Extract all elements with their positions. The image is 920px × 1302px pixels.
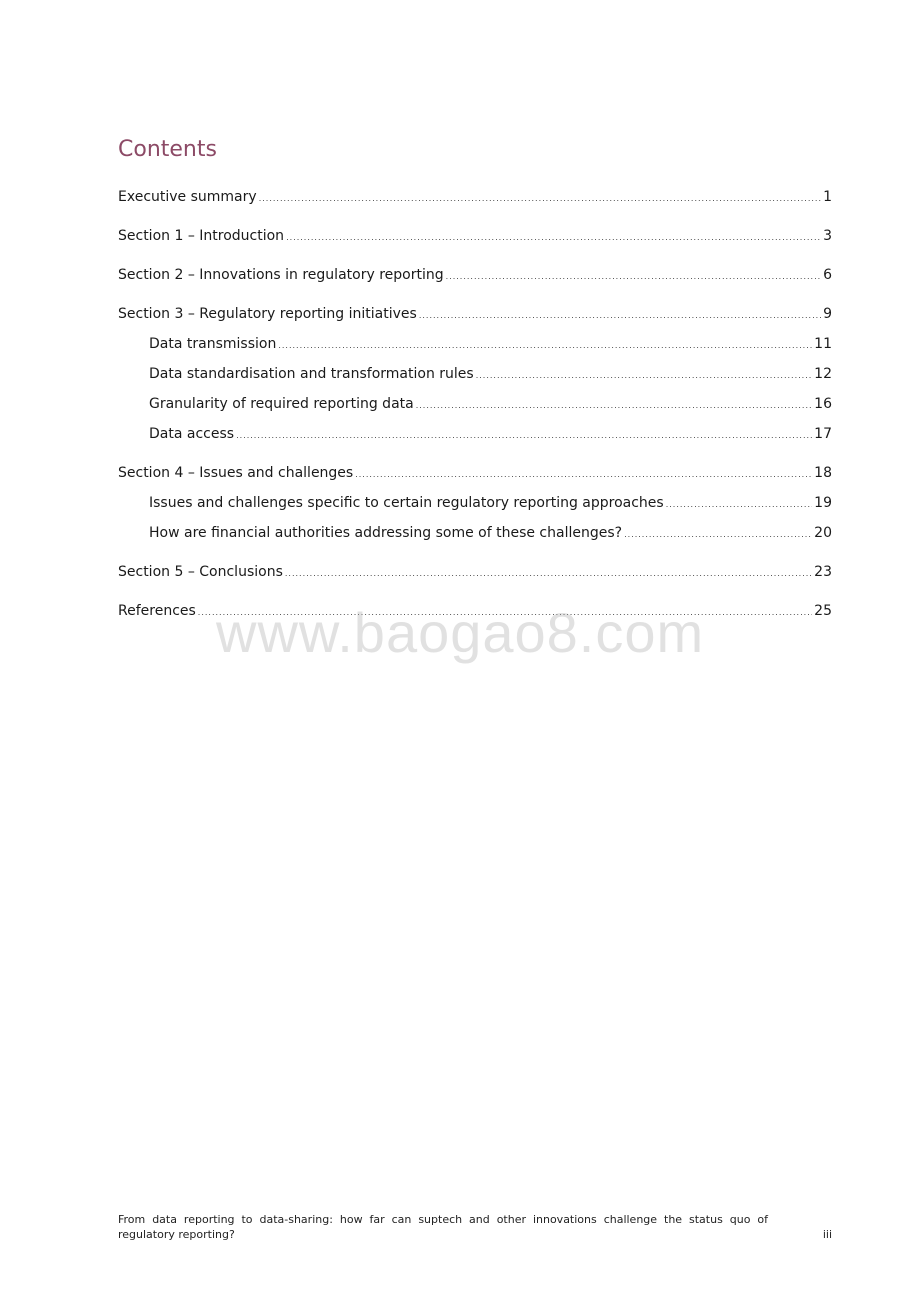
toc-entry-label: Executive summary [118, 189, 257, 205]
dot-leader [285, 564, 812, 584]
toc-entry-label: Data standardisation and transformation rules [149, 366, 474, 382]
toc-entry-page: 16 [814, 396, 832, 412]
toc-entry-page: 19 [814, 495, 832, 511]
toc-entry-label: Section 5 – Conclusions [118, 564, 283, 580]
toc-entry-label: Issues and challenges specific to certain regulatory reporting approaches [149, 495, 664, 511]
footer-page-number: iii [822, 1228, 832, 1241]
toc-entry-page: 11 [814, 336, 832, 352]
footer-title: From data reporting to data-sharing: how far can suptech and other innovations challenge the status quo of regulatory reporting? [118, 1213, 768, 1241]
toc-entry-label: Section 4 – Issues and challenges [118, 465, 354, 481]
toc-entry-authorities-addressing[interactable] [149, 523, 832, 543]
page-title: Contents [118, 137, 217, 162]
dot-leader [259, 189, 821, 209]
toc-entry-page: 17 [814, 426, 832, 442]
toc-entry-page: 25 [814, 603, 832, 619]
toc-entry-references[interactable] [118, 601, 832, 621]
watermark: www.baogao8.com [216, 601, 705, 664]
toc-entry-issues-specific[interactable] [149, 493, 832, 513]
toc-entry-label: Data transmission [149, 336, 277, 352]
toc-entry-executive-summary[interactable] [118, 187, 832, 207]
dot-leader [476, 366, 812, 386]
toc-entry-page: 18 [814, 465, 832, 481]
toc-entry-page: 3 [823, 228, 832, 244]
dot-leader [236, 426, 812, 446]
toc-entry-page: 1 [823, 189, 832, 205]
toc-entry-section-1[interactable] [118, 226, 832, 246]
dot-leader [278, 336, 812, 356]
dot-leader [624, 525, 812, 545]
toc-entry-page: 12 [814, 366, 832, 382]
toc-entry-section-2[interactable] [118, 265, 832, 285]
dot-leader [286, 228, 821, 248]
toc-entry-label: Data access [149, 426, 235, 442]
toc-entry-page: 6 [823, 267, 832, 283]
toc-entry-label: How are financial authorities addressing some of these challenges? [149, 525, 623, 541]
dot-leader [355, 465, 812, 485]
dot-leader [666, 495, 812, 515]
toc-entry-data-transmission[interactable] [149, 334, 832, 354]
toc-entry-granularity[interactable] [149, 394, 832, 414]
toc-entry-section-4[interactable] [118, 463, 832, 483]
dot-leader [419, 306, 821, 326]
toc-entry-label: Section 3 – Regulatory reporting initiatives [118, 306, 417, 322]
dot-leader [446, 267, 821, 287]
toc-entry-page: 20 [814, 525, 832, 541]
dot-leader [198, 603, 812, 623]
toc-entry-label: Granularity of required reporting data [149, 396, 414, 412]
toc-entry-data-access[interactable] [149, 424, 832, 444]
toc-entry-label: Section 1 – Introduction [118, 228, 285, 244]
toc-entry-label: References [118, 603, 196, 619]
toc-entry-section-5[interactable] [118, 562, 832, 582]
toc-entry-page: 9 [823, 306, 832, 322]
toc-entry-section-3[interactable] [118, 304, 832, 324]
dot-leader [416, 396, 812, 416]
toc-entry-page: 23 [814, 564, 832, 580]
toc-entry-label: Section 2 – Innovations in regulatory reporting [118, 267, 444, 283]
toc-entry-data-standardisation[interactable] [149, 364, 832, 384]
